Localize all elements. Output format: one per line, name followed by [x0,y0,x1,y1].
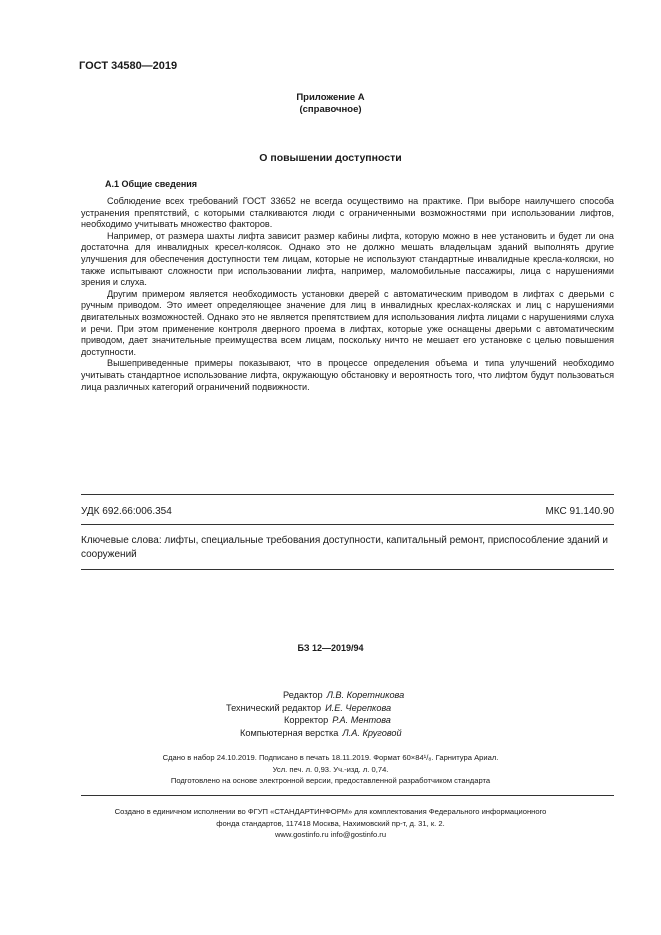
standard-code: ГОСТ 34580—2019 [79,60,178,72]
divider-middle [81,524,614,525]
staff-role: Технический редактор [226,702,322,713]
staff-role: Компьютерная верстка [240,727,339,738]
body-text [81,196,614,393]
staff-row [240,727,404,740]
paragraph: Соблюдение всех требований ГОСТ 33652 не всегда осуществимо на практике. При выборе наилучшего способа устранения препятствий, с которыми сталкиваются люди с ограниченными возможностями при использовании лифтов, необходимо учитывать множество факторов. [81,196,614,230]
annex-heading [0,92,661,116]
footer-line: www.gostinfo.ru info@gostinfo.ru [274,830,387,839]
print-info [0,752,661,787]
staff-name: Л.А. Круговой [342,727,402,738]
udk-code: УДК 692.66:006.354 [81,506,172,517]
staff-row [283,689,404,702]
staff-name: Л.В. Коретникова [326,690,405,700]
staff-role: Корректор [284,715,329,726]
keywords: Ключевые слова: лифты, специальные требования доступности, капитальный ремонт, приспособление зданий и сооружений [81,535,608,560]
annex-title: Приложение А [296,92,365,103]
paragraph: Например, от размера шахты лифта зависит размер кабины лифта, которую можно в нее установить и будет ли она достаточна для инвалидных кресел-колясок. Однако это не должно мешать владельцам зданий выполнять другие улучшения для обеспечения доступности тем лицам, которые не используют стандартные инвалидные кресла-коляски, но также испытывают сложности при использовании лифта, например, маломобильные пассажиры, лица с нарушениями зрения и слуха. [81,230,614,288]
divider-bottom [81,569,614,570]
print-info-line: Сдано в набор 24.10.2019. Подписано в печать 18.11.2019. Формат 60×84¹/₈. Гарнитура Ариал. [162,753,499,762]
staff-list [226,689,404,739]
print-info-line: Подготовлено на основе электронной версии, предоставленной разработчиком стандарта [170,776,491,785]
staff-name: И.Е. Черепкова [325,702,392,713]
publisher-footer [0,806,661,841]
staff-name: Р.А. Ментова [332,715,391,726]
mks-code: МКС 91.140.90 [545,506,614,517]
paragraph: Другим примером является необходимость установки дверей с автоматическим приводом в лифтах с дверьми с ручным приводом. Это имеет определяющее значение для лиц в инвалидных креслах-колясках и лиц с нарушениями двигательных возможностей. Однако это не является препятствием для использования лифта лицами с нарушениями слуха и речи. При этом применение контроля дверного проема в лифтах, которые уже оснащены дверьми с автоматическим приводом, дает значительные преимущества всем лицам, поскольку ничто не мешает его установке с целью повышения доступности. [81,288,614,357]
annex-subtitle: (справочное) [299,104,362,115]
print-info-line: Усл. печ. л. 0,93. Уч.-изд. л. 0,74. [272,764,389,774]
staff-row [226,702,404,715]
staff-row [284,714,404,727]
staff-role: Редактор [283,690,323,700]
footer-line: фонда стандартов, 117418 Москва, Нахимовский пр-т, д. 31, к. 2. [216,818,445,828]
paragraph: Вышеприведенные примеры показывают, что в процессе определения объема и типа улучшений необходимо учитывать стандартное использование лифта, окружающую обстановку и вероятность того, что лифтом будут пользоваться лица различных категорий ограничений подвижности. [81,358,614,392]
bz-number: БЗ 12—2019/94 [297,643,364,653]
footer-line: Создано в единичном исполнении во ФГУП «СТАНДАРТИНФОРМ» для комплектования Федерального информационного [114,807,547,816]
annex-main-title: О повышении доступности [259,152,402,164]
divider-footer [81,795,614,796]
section-heading: А.1 Общие сведения [105,179,198,189]
divider-top [81,494,614,495]
